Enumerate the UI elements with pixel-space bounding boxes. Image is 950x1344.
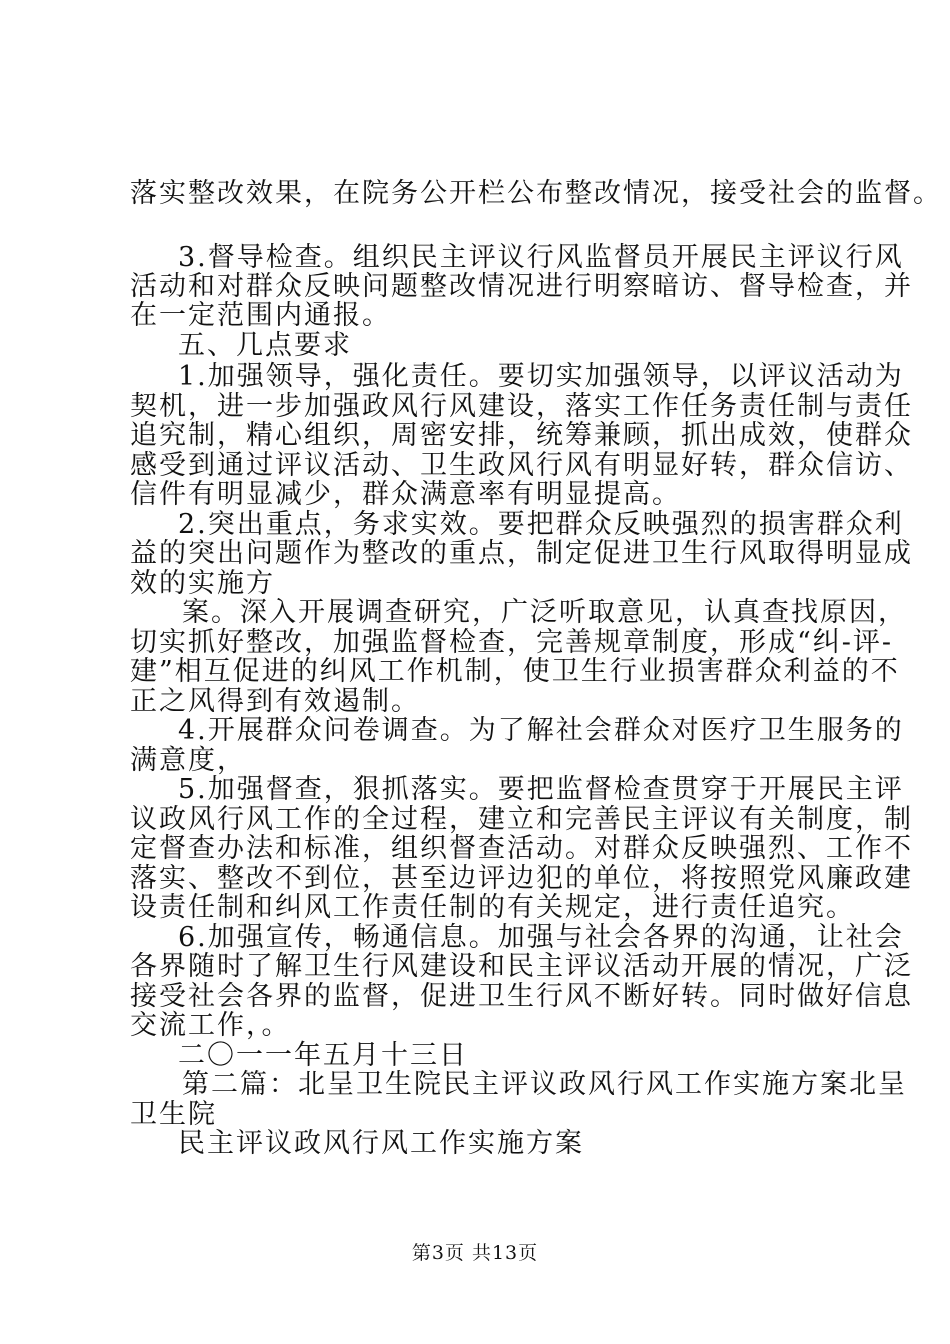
paragraph-line: 正之风得到有效遏制。 <box>130 686 420 717</box>
paragraph-line: 建”相互促进的纠风工作机制，使卫生行业损害群众利益的不 <box>130 656 900 687</box>
paragraph-line: 在一定范围内通报。 <box>130 300 391 331</box>
paragraph-line: 满意度， <box>130 745 246 776</box>
paragraph-line: 切实抓好整改，加强监督检查，完善规章制度，形成“纠-评- <box>130 627 894 658</box>
paragraph-line: 落实、整改不到位，甚至边评边犯的单位，将按照党风廉政建 <box>130 863 913 894</box>
paragraph-line: 议政风行风工作的全过程，建立和完善民主评议有关制度，制 <box>130 804 913 835</box>
paragraph-line: 接受社会各界的监督，促进卫生行风不断好转。同时做好信息 <box>130 981 913 1012</box>
chapter-title: 卫生院 <box>130 1099 217 1130</box>
paragraph-line: 效的实施方 <box>130 568 275 599</box>
paragraph-line: 2.突出重点，务求实效。要把群众反映强烈的损害群众利 <box>178 509 904 540</box>
page-footer: 第3页 共13页 <box>411 1242 539 1264</box>
paragraph-line: 5.加强督查，狠抓落实。要把监督检查贯穿于开展民主评 <box>178 774 904 805</box>
paragraph-line: 交流工作，。 <box>130 1010 291 1041</box>
paragraph-line: 活动和对群众反映问题整改情况进行明察暗访、督导检查，并 <box>130 271 913 302</box>
chapter-title: 第二篇：北呈卫生院民主评议政风行风工作实施方案北呈 <box>182 1069 907 1100</box>
paragraph-line: 契机，进一步加强政风行风建设，落实工作任务责任制与责任 <box>130 391 913 422</box>
paragraph-line: 感受到通过评议活动、卫生政风行风有明显好转，群众信访、 <box>130 450 913 481</box>
paragraph-line: 设责任制和纠风工作责任制的有关规定，进行责任追究。 <box>130 892 855 923</box>
date-line: 二〇一一年五月十三日 <box>178 1040 468 1071</box>
paragraph-line: 各界随时了解卫生行风建设和民主评议活动开展的情况，广泛 <box>130 951 913 982</box>
paragraph-line: 信件有明显减少，群众满意率有明显提高。 <box>130 479 681 510</box>
paragraph-line: 案。深入开展调查研究，广泛听取意见，认真查找原因， <box>182 597 907 628</box>
paragraph-line: 3.督导检查。组织民主评议行风监督员开展民主评议行风 <box>178 242 904 273</box>
paragraph-line: 益的突出问题作为整改的重点，制定促进卫生行风取得明显成 <box>130 538 913 569</box>
section-heading: 五、几点要求 <box>178 330 352 361</box>
paragraph-line: 4.开展群众问卷调查。为了解社会群众对医疗卫生服务的 <box>178 715 904 746</box>
paragraph-line: 落实整改效果，在院务公开栏公布整改情况，接受社会的监督。 <box>130 178 942 209</box>
paragraph-line: 1.加强领导，强化责任。要切实加强领导，以评议活动为 <box>178 361 904 392</box>
paragraph-line: 6.加强宣传，畅通信息。加强与社会各界的沟通，让社会 <box>178 922 904 953</box>
chapter-subtitle: 民主评议政风行风工作实施方案 <box>178 1128 584 1159</box>
paragraph-line: 追究制，精心组织，周密安排，统筹兼顾，抓出成效，使群众 <box>130 420 913 451</box>
paragraph-line: 定督查办法和标准，组织督查活动。对群众反映强烈、工作不 <box>130 833 913 864</box>
